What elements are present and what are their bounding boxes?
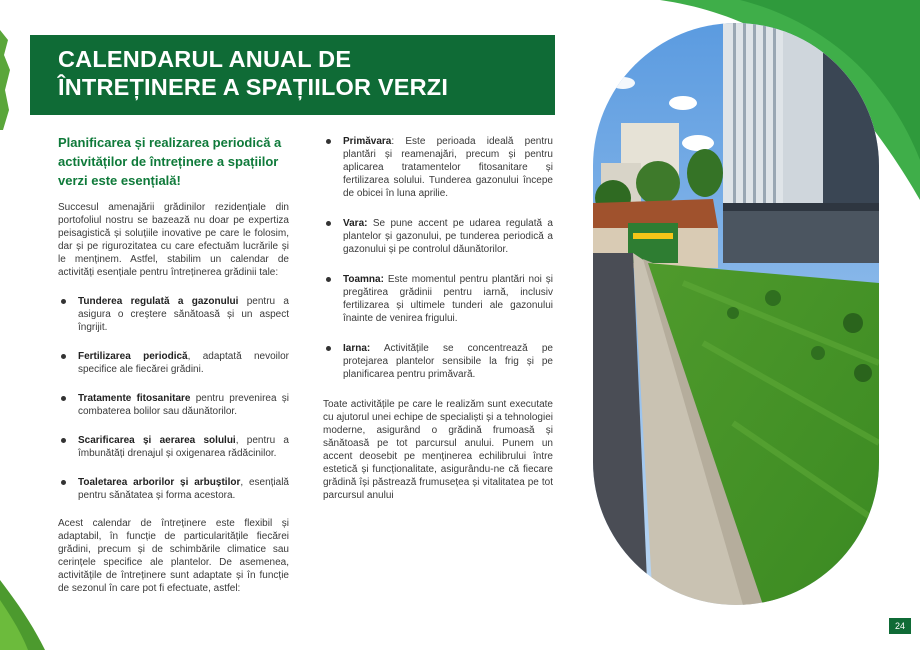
page-number: 24	[889, 618, 911, 634]
season-spring	[323, 135, 553, 200]
list-item-title: Tratamente fitosanitare	[78, 393, 191, 404]
season-title: Vara:	[343, 218, 368, 229]
list-item-text: , pentru a îmbunătăți drenajul și oxigenarea rădăcinilor.	[78, 435, 289, 459]
grass-edge-decoration	[0, 30, 20, 130]
maintenance-activities-list	[58, 295, 289, 502]
list-item-title: Tunderea regulată a gazonului	[78, 296, 239, 307]
title-banner	[30, 35, 555, 115]
list-item	[58, 434, 289, 460]
middle-column	[323, 135, 553, 502]
season-winter	[323, 342, 553, 381]
list-item	[58, 295, 289, 334]
list-item-text: pentru prevenirea și combaterea bolilor sau dăunătorilor.	[78, 393, 289, 417]
list-item	[58, 392, 289, 418]
season-title: Iarna:	[343, 343, 371, 354]
page-title	[58, 45, 538, 101]
season-summer	[323, 217, 553, 256]
season-autumn	[323, 273, 553, 325]
list-item-text: , adaptată nevoilor specifice ale fiecărei grădini.	[78, 351, 290, 375]
section-subtitle: Planificarea și realizarea periodică a activităților de întreținere a spațiilor verzi este esențială!	[58, 135, 282, 188]
garden-photo	[593, 23, 879, 605]
season-title: Toamna:	[343, 274, 384, 285]
season-text: Se pune accent pe udarea regulată a plantelor și gazonului, pe tunderea periodică a gazonului și pe controlul dăunătorilor.	[343, 218, 553, 255]
list-item	[58, 350, 289, 376]
list-item-text: , esențială pentru sănătatea și forma acestora.	[78, 477, 289, 501]
page-title-line-1: CALENDARUL ANUAL DE	[58, 46, 352, 72]
list-item	[58, 476, 289, 502]
list-item-text: pentru a asigura o creștere sănătoasă și un aspect îngrijit.	[78, 296, 289, 333]
grass-corner-decoration	[0, 580, 60, 650]
season-text: Este momentul pentru plantări noi și pregătirea grădinii pentru iarnă, inclusiv fertilizarea și ultimele tunderi ale gazonului înainte de venirea frigului.	[343, 274, 553, 324]
season-text: Activitățile se concentrează pe protejarea plantelor sensibile la frig și pe planificarea pentru primăvară.	[343, 343, 553, 380]
seasons-list	[323, 135, 553, 381]
season-text: : Este perioada ideală pentru plantări și reamenajări, precum și pentru aplicarea tratamentelor fitosanitare și fertilizarea solului. Tunderea gazonului începe de obicei în luna aprilie.	[343, 136, 553, 199]
page-title-line-2: ÎNTREȚINERE A SPAȚIILOR VERZI	[58, 74, 449, 100]
intro-paragraph: Succesul amenajării grădinilor rezidențiale din portofoliul nostru se bazează nu doar pe expertiza peisagistică și soluțiile inovative pe care le folosim, dar și pe rigurozitatea cu care efectuăm lucrările și le menținem. Astfel, stabilim un calendar de activități esențiale pentru întreținerea grădinii tale:	[58, 202, 289, 278]
list-item-title: Fertilizarea periodică	[78, 351, 188, 362]
season-title: Primăvara	[343, 136, 392, 147]
list-item-title: Toaletarea arborilor și arbuștilor	[78, 477, 241, 488]
closing-paragraph: Acest calendar de întreținere este flexibil și adaptabil, în funcție de particularitățile fiecărei grădini, precum și de schimbările climatice sau cerințele specifice ale plantelor. De asemenea, activitățile de întreținere sunt adaptate și în funcție de sezonul în care pot fi efectuate, astfel:	[58, 518, 289, 594]
team-paragraph: Toate activitățile pe care le realizăm sunt executate cu ajutorul unei echipe de specialiști și a tehnologiei moderne, asigurând o grădină frumoasă și sănătoasă pe tot parcursul anului. Punem un accent deosebit pe menținerea echilibrului între estetică și funcționalitate, asigurându-ne că fiecare grădină își păstrează frumusețea și vitalitatea pe tot parcursul anului	[323, 399, 553, 501]
list-item-title: Scarificarea și aerarea solului	[78, 435, 236, 446]
left-column	[58, 133, 289, 595]
